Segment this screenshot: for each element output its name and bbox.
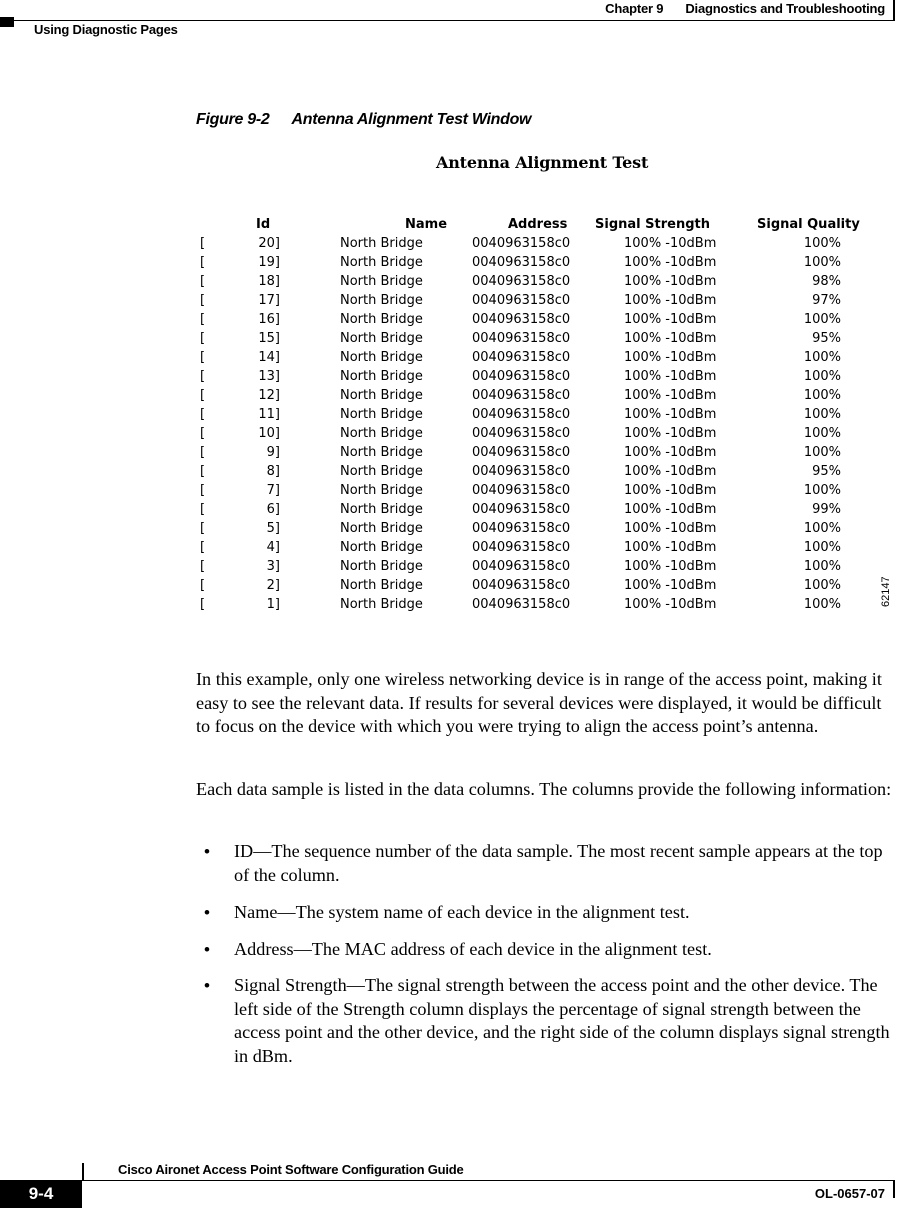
document-number: OL-0657-07 — [814, 1186, 885, 1201]
chapter-title: Diagnostics and Troubleshooting — [685, 1, 885, 16]
paragraph-example: In this example, only one wireless networking device is in range of the access point, making it easy to see the relevant data. If results for several devices were displayed, it would be difficult to focus on the device with which you were trying to align the access point’s antenna. — [196, 669, 882, 736]
cell-address: 0040963158c0 — [472, 559, 571, 574]
cell-name: North Bridge — [340, 236, 423, 251]
cell-signal-quality: 100% — [803, 578, 841, 593]
cell-address: 0040963158c0 — [472, 521, 571, 536]
row-bracket: [ — [200, 445, 206, 460]
cell-id: 17] — [258, 293, 280, 308]
cell-signal-quality: 100% — [803, 236, 841, 251]
cell-signal-quality: 100% — [803, 483, 841, 498]
figure-id: 62147 — [880, 576, 892, 607]
cell-name: North Bridge — [340, 388, 423, 403]
cell-signal-strength: 100% -10dBm — [624, 312, 717, 327]
cell-name: North Bridge — [340, 331, 423, 346]
cell-signal-quality: 100% — [803, 350, 841, 365]
row-bracket: [ — [200, 521, 206, 536]
cell-signal-quality: 100% — [803, 597, 841, 612]
cell-signal-strength: 100% -10dBm — [624, 369, 717, 384]
cell-name: North Bridge — [340, 502, 423, 517]
column-header-signal-quality: Signal Quality — [757, 217, 860, 232]
figure-title: Antenna Alignment Test Window — [291, 111, 532, 128]
cell-signal-strength: 100% -10dBm — [624, 540, 717, 555]
row-bracket: [ — [200, 350, 206, 365]
row-bracket: [ — [200, 236, 206, 251]
cell-address: 0040963158c0 — [472, 331, 571, 346]
row-bracket: [ — [200, 331, 206, 346]
cell-signal-quality: 95% — [812, 331, 841, 346]
cell-address: 0040963158c0 — [472, 407, 571, 422]
cell-name: North Bridge — [340, 578, 423, 593]
running-header — [605, 1, 885, 16]
cell-id: 10] — [258, 426, 280, 441]
cell-address: 0040963158c0 — [472, 540, 571, 555]
cell-id: 3] — [266, 559, 280, 574]
cell-id: 11] — [258, 407, 280, 422]
cell-address: 0040963158c0 — [472, 464, 571, 479]
cell-name: North Bridge — [340, 426, 423, 441]
cell-id: 7] — [266, 483, 280, 498]
column-header-name: Name — [405, 217, 448, 232]
list-item-text: Signal Strength—The signal strength between the access point and the other device. The left side of the Strength column displays the percentage of signal strength between the access point and the other device, and the right side of the column displays signal strength in dBm. — [234, 975, 890, 1066]
row-bracket: [ — [200, 255, 206, 270]
cell-address: 0040963158c0 — [472, 502, 571, 517]
footer-tick-left — [82, 1163, 84, 1181]
row-bracket: [ — [200, 426, 206, 441]
cell-id: 9] — [266, 445, 280, 460]
cell-signal-quality: 100% — [803, 407, 841, 422]
cell-id: 16] — [258, 312, 280, 327]
cell-signal-strength: 100% -10dBm — [624, 350, 717, 365]
row-bracket: [ — [200, 369, 206, 384]
cell-signal-strength: 100% -10dBm — [624, 255, 717, 270]
cell-name: North Bridge — [340, 369, 423, 384]
cell-id: 5] — [266, 521, 280, 536]
cell-name: North Bridge — [340, 521, 423, 536]
cell-signal-strength: 100% -10dBm — [624, 236, 717, 251]
cell-address: 0040963158c0 — [472, 274, 571, 289]
cell-signal-quality: 100% — [803, 540, 841, 555]
cell-address: 0040963158c0 — [472, 445, 571, 460]
header-rule — [14, 20, 895, 21]
cell-signal-quality: 100% — [803, 312, 841, 327]
list-item-text: ID—The sequence number of the data sample. The most recent sample appears at the top of the column. — [234, 841, 883, 885]
cell-name: North Bridge — [340, 255, 423, 270]
table-header — [190, 217, 860, 236]
column-header-address: Address — [508, 217, 568, 232]
figure-label: Figure 9-2 — [196, 111, 270, 128]
cell-id: 1] — [266, 597, 280, 612]
cell-signal-strength: 100% -10dBm — [624, 293, 717, 308]
header-tick — [893, 0, 895, 21]
cell-signal-strength: 100% -10dBm — [624, 559, 717, 574]
section-title: Using Diagnostic Pages — [34, 22, 178, 37]
cell-signal-quality: 100% — [803, 521, 841, 536]
row-bracket: [ — [200, 464, 206, 479]
row-bracket: [ — [200, 559, 206, 574]
row-bracket: [ — [200, 597, 206, 612]
cell-signal-strength: 100% -10dBm — [624, 274, 717, 289]
antenna-alignment-screenshot — [190, 145, 902, 625]
cell-signal-quality: 100% — [803, 388, 841, 403]
cell-signal-quality: 100% — [803, 445, 841, 460]
cell-name: North Bridge — [340, 445, 423, 460]
cell-signal-quality: 95% — [812, 464, 841, 479]
row-bracket: [ — [200, 540, 206, 555]
cell-name: North Bridge — [340, 464, 423, 479]
cell-signal-strength: 100% -10dBm — [624, 578, 717, 593]
column-header-id: Id — [256, 217, 271, 232]
row-bracket: [ — [200, 407, 206, 422]
cell-address: 0040963158c0 — [472, 597, 571, 612]
cell-address: 0040963158c0 — [472, 483, 571, 498]
cell-address: 0040963158c0 — [472, 578, 571, 593]
cell-name: North Bridge — [340, 483, 423, 498]
cell-signal-strength: 100% -10dBm — [624, 331, 717, 346]
cell-id: 4] — [266, 540, 280, 555]
cell-id: 19] — [258, 255, 280, 270]
cell-address: 0040963158c0 — [472, 350, 571, 365]
cell-id: 2] — [266, 578, 280, 593]
row-bracket: [ — [200, 312, 206, 327]
bullet-glyph: • — [204, 903, 210, 922]
guide-title: Cisco Aironet Access Point Software Configuration Guide — [118, 1162, 464, 1177]
cell-signal-strength: 100% -10dBm — [624, 597, 717, 612]
cell-id: 20] — [258, 236, 280, 251]
cell-signal-strength: 100% -10dBm — [624, 483, 717, 498]
cell-name: North Bridge — [340, 407, 423, 422]
cell-signal-quality: 100% — [803, 255, 841, 270]
row-bracket: [ — [200, 578, 206, 593]
screen-title: Antenna Alignment Test — [436, 153, 649, 172]
cell-name: North Bridge — [340, 293, 423, 308]
cell-signal-strength: 100% -10dBm — [624, 426, 717, 441]
cell-signal-strength: 100% -10dBm — [624, 445, 717, 460]
cell-signal-strength: 100% -10dBm — [624, 521, 717, 536]
cell-signal-quality: 100% — [803, 426, 841, 441]
bullet-glyph: • — [204, 842, 210, 861]
cell-id: 15] — [258, 331, 280, 346]
header-marker — [0, 17, 14, 27]
cell-name: North Bridge — [340, 559, 423, 574]
row-bracket: [ — [200, 502, 206, 517]
cell-address: 0040963158c0 — [472, 236, 571, 251]
cell-signal-quality: 97% — [812, 293, 841, 308]
page-number: 9-4 — [0, 1180, 82, 1208]
cell-address: 0040963158c0 — [472, 255, 571, 270]
cell-name: North Bridge — [340, 350, 423, 365]
figure-caption — [196, 111, 531, 129]
cell-name: North Bridge — [340, 540, 423, 555]
footer-tick-right — [893, 1180, 895, 1198]
cell-signal-quality: 100% — [803, 559, 841, 574]
footer-rule — [82, 1180, 895, 1181]
cell-signal-quality: 100% — [803, 369, 841, 384]
cell-name: North Bridge — [340, 274, 423, 289]
bullet-glyph: • — [204, 976, 210, 995]
cell-signal-quality: 99% — [812, 502, 841, 517]
row-bracket: [ — [200, 483, 206, 498]
chapter-number: Chapter 9 — [605, 1, 664, 16]
cell-name: North Bridge — [340, 312, 423, 327]
cell-address: 0040963158c0 — [472, 388, 571, 403]
cell-signal-strength: 100% -10dBm — [624, 407, 717, 422]
cell-id: 18] — [258, 274, 280, 289]
cell-signal-strength: 100% -10dBm — [624, 464, 717, 479]
bullet-glyph: • — [204, 940, 210, 959]
list-item-text: Address—The MAC address of each device in the alignment test. — [234, 939, 712, 959]
cell-id: 6] — [266, 502, 280, 517]
column-header-signal-strength: Signal Strength — [595, 217, 710, 232]
row-bracket: [ — [200, 293, 206, 308]
cell-id: 14] — [258, 350, 280, 365]
cell-id: 12] — [258, 388, 280, 403]
row-bracket: [ — [200, 274, 206, 289]
cell-address: 0040963158c0 — [472, 426, 571, 441]
cell-address: 0040963158c0 — [472, 293, 571, 308]
cell-address: 0040963158c0 — [472, 369, 571, 384]
cell-name: North Bridge — [340, 597, 423, 612]
cell-address: 0040963158c0 — [472, 312, 571, 327]
cell-signal-strength: 100% -10dBm — [624, 388, 717, 403]
cell-signal-quality: 98% — [812, 274, 841, 289]
cell-id: 8] — [266, 464, 280, 479]
paragraph-columns: Each data sample is listed in the data columns. The columns provide the following information: — [196, 779, 892, 799]
list-item-text: Name—The system name of each device in the alignment test. — [234, 902, 690, 922]
cell-signal-strength: 100% -10dBm — [624, 502, 717, 517]
cell-id: 13] — [258, 369, 280, 384]
row-bracket: [ — [200, 388, 206, 403]
